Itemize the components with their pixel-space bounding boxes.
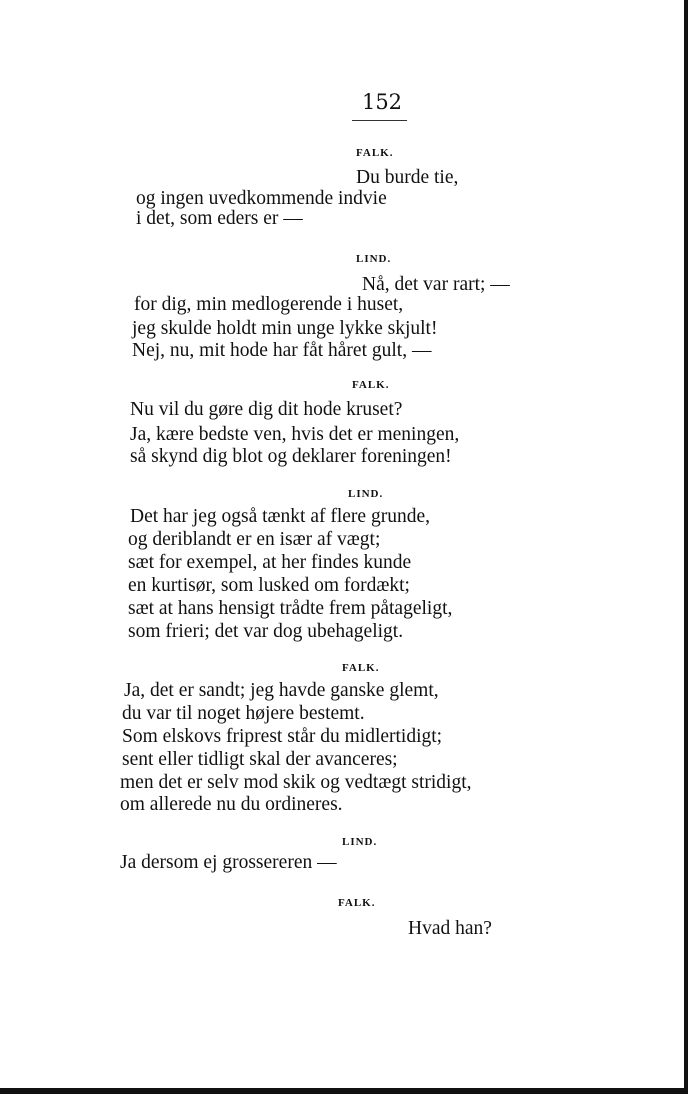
verse-line: Ja dersom ej grossereren —: [120, 852, 337, 873]
verse-line: Nå, det var rart; —: [362, 274, 510, 295]
verse-line: sent eller tidligt skal der avanceres;: [122, 749, 398, 770]
verse-line: så skynd dig blot og deklarer foreningen!: [130, 446, 452, 467]
page-number: 152: [361, 90, 403, 114]
speaker-lind: LIND.: [342, 836, 378, 848]
verse-line: du var til noget højere bestemt.: [122, 703, 365, 724]
verse-line: og deriblandt er en især af vægt;: [128, 529, 381, 550]
verse-line: som frieri; det var dog ubehageligt.: [128, 621, 404, 642]
verse-line: jeg skulde holdt min unge lykke skjult!: [132, 318, 438, 339]
speaker-lind: LIND.: [348, 488, 384, 500]
speaker-falk: FALK.: [352, 379, 390, 391]
verse-line: sæt at hans hensigt trådte frem påtageligt,: [128, 598, 453, 619]
scan-edge-right: [684, 0, 688, 1094]
scan-edge-bottom: [0, 1088, 688, 1094]
speaker-lind: LIND.: [356, 253, 392, 265]
speaker-falk: FALK.: [342, 662, 380, 674]
verse-line: for dig, min medlogerende i huset,: [134, 294, 404, 315]
verse-line: Ja, kære bedste ven, hvis det er meningen,: [130, 424, 460, 445]
verse-line: om allerede nu du ordineres.: [120, 794, 343, 815]
speaker-falk: FALK.: [356, 147, 394, 159]
verse-line: Det har jeg også tænkt af flere grunde,: [130, 506, 430, 527]
verse-line: men det er selv mod skik og vedtægt stridigt,: [120, 772, 472, 793]
verse-line: sæt for exempel, at her findes kunde: [128, 552, 412, 573]
verse-line: i det, som eders er —: [136, 208, 303, 229]
verse-line: en kurtisør, som lusked om fordækt;: [128, 575, 410, 596]
page-number-rule: [352, 120, 407, 121]
verse-line: Ja, det er sandt; jeg havde ganske glemt,: [124, 680, 439, 701]
speaker-falk: FALK.: [338, 897, 376, 909]
verse-line: og ingen uvedkommende indvie: [136, 188, 387, 209]
verse-line: Du burde tie,: [356, 167, 459, 188]
verse-line: Nej, nu, mit hode har fåt håret gult, —: [132, 340, 432, 361]
verse-line: Hvad han?: [408, 918, 492, 939]
verse-line: Nu vil du gøre dig dit hode kruset?: [130, 399, 403, 420]
verse-line: Som elskovs friprest står du midlertidigt;: [122, 726, 443, 747]
